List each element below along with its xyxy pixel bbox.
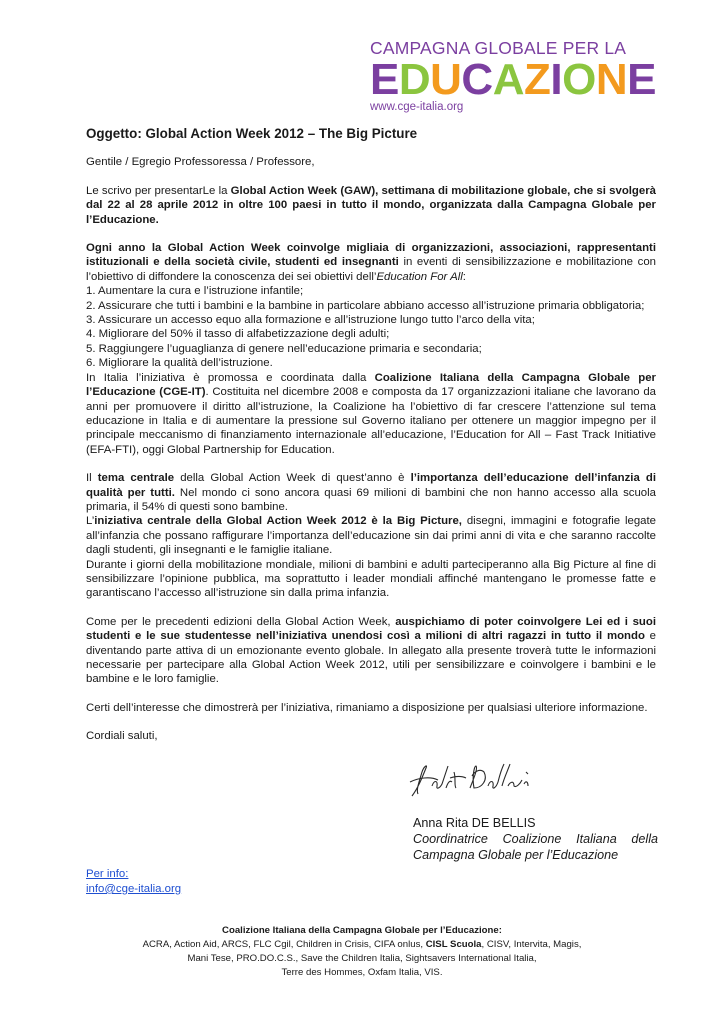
signer-role: Coordinatrice Coalizione Italiana della Campagna Globale per l’Educazione [413,832,658,862]
logo-letter: E [627,55,656,104]
logo-url: www.cge-italia.org [370,101,464,113]
logo-letter: E [370,55,399,104]
list-item: 1. Aumentare la cura e l’istruzione infantile; [86,285,304,298]
paragraph-intro: Le scrivo per presentarLe la Global Action Week (GAW), settimana di mobilitazione globale, che si svolgerà dal 22 al 28 aprile 2012 in oltre 100 paesi in tutto il mondo, organizzata dalla Campagna Globale per l’Educazione. [86,184,656,226]
logo-letter: O [562,55,596,104]
campaign-logo [370,38,670,113]
letter-body [86,127,656,744]
list-item: 2. Assicurare che tutti i bambini e la bambine in particolare abbiano accesso all’istruzione primaria obbligatoria; [86,299,645,312]
info-label: Per info: [86,868,129,880]
letter-subject: Oggetto: Global Action Week 2012 – The Big Picture [86,126,418,141]
logo-letter: I [550,55,563,104]
paragraph-big-picture: L’iniziativa centrale della Global Action Week 2012 è la Big Picture, disegni, immagini e fotografie legate all’infanzia che possano raffigurare l’importanza dell’educazione sin dai primi anni di vita e che saranno raccolte dagli studenti, gli insegnanti e le famiglie italiane. [86,515,656,557]
paragraph-closing-note: Certi dell’interesse che dimostrerà per l’iniziativa, rimaniamo a disposizione per qualsiasi ulteriore informazione. [86,701,648,714]
paragraph-italy: In Italia l’iniziativa è promossa e coordinata dalla Coalizione Italiana della Campagna Globale per l’Educazione (CGE-IT). Costituita nel dicembre 2008 e composta da 17 organizzazioni italiane che lavorano da anni per promuovere il diritto all’istruzione, la Coalizione ha l’obiettivo di far crescere l’attenzione sul tema educazione in Italia e di aumentare la pressione sul Governo italiano per ottenere un maggior impegno per il principale meccanismo di finanziamento internazionale all’educazione, l’Education for All – Fast Track Initiative (EFA-FTI), oggi Global Partnership for Education. [86,371,656,456]
paragraph-invitation: Come per le precedenti edizioni della Global Action Week, auspichiamo di poter coinvolgere Lei ed i suoi studenti e le sue studentesse nell’iniziativa unendosi così a milioni di altri ragazzi in tutto il mondo e diventando parte attiva di un emozionante evento globale. In allegato alla presente troverà tutte le informazioni necessarie per partecipare alla Global Action Week 2012, utili per sensibilizzare e coinvolgere i bambini e le bambine e le loro famiglie. [86,615,656,686]
paragraph-gaw: Ogni anno la Global Action Week coinvolge migliaia di organizzazioni, associazioni, rappresentanti istituzionali e della società civile, studenti ed insegnanti in eventi di sensibilizzazione e mobilitazione con l’obiettivo di diffondere la conoscenza dei sei obiettivi dell’Education For All: [86,242,656,283]
footer-members-line-2: Mani Tese, PRO.DO.C.S., Save the Children Italia, Sightsavers International Italia, [187,953,537,964]
list-item: 6. Migliorare la qualità dell’istruzione. [86,357,273,370]
contact-info [86,867,181,897]
closing-salutation: Cordiali saluti, [86,730,158,743]
paragraph-theme: Il tema centrale della Global Action Week di quest’anno è l’importanza dell’educazione dell’infanzia di qualità per tutti. Nel mondo ci sono ancora quasi 69 milioni di bambini che non hanno accesso alla scuola primaria, il 54% di questi sono bambine. [86,472,656,513]
paragraph-mobilization: Durante i giorni della mobilitazione mondiale, milioni di bambini e adulti parteciperanno alla Big Picture al fine di sensibilizzare l’opinione pubblica, ma soprattutto i leader mondiali affinché mantengano le promesse fatte e garantiscano l’accesso all’istruzione sin dalla prima infanzia. [86,558,656,600]
footer-title: Coalizione Italiana della Campagna Globale per l’Educazione: [222,925,502,936]
email-link[interactable]: info@cge-italia.org [86,883,182,895]
logo-letter: N [595,55,628,104]
logo-wordmark [370,57,670,103]
logo-letter: D [398,55,431,104]
list-item: 4. Migliorare del 50% il tasso di alfabetizzazione degli adulti; [86,328,390,341]
greeting: Gentile / Egregio Professoressa / Professore, [86,156,315,169]
signature-block [413,815,658,863]
logo-letter: Z [523,55,551,104]
list-item: 3. Assicurare un accesso equo alla formazione e all’istruzione lungo tutto l’arco della vita; [86,314,535,327]
logo-letter: C [461,55,493,104]
logo-top-text: CAMPAGNA GLOBALE PER LA [370,38,627,58]
footer-members-line-3: Terre des Hommes, Oxfam Italia, VIS. [281,967,443,978]
footer [0,924,724,980]
logo-letter: A [492,55,524,104]
handwritten-signature [404,758,554,800]
signer-name: Anna Rita DE BELLIS [413,816,536,830]
objectives-list [86,284,656,370]
logo-letter: U [430,55,462,104]
footer-members-line-1: ACRA, Action Aid, ARCS, FLC Cgil, Children in Crisis, CIFA onlus, CISL Scuola, CISV, Intervita, Magis, [142,939,582,950]
list-item: 5. Raggiungere l’uguaglianza di genere nell’educazione primaria e secondaria; [86,342,482,355]
